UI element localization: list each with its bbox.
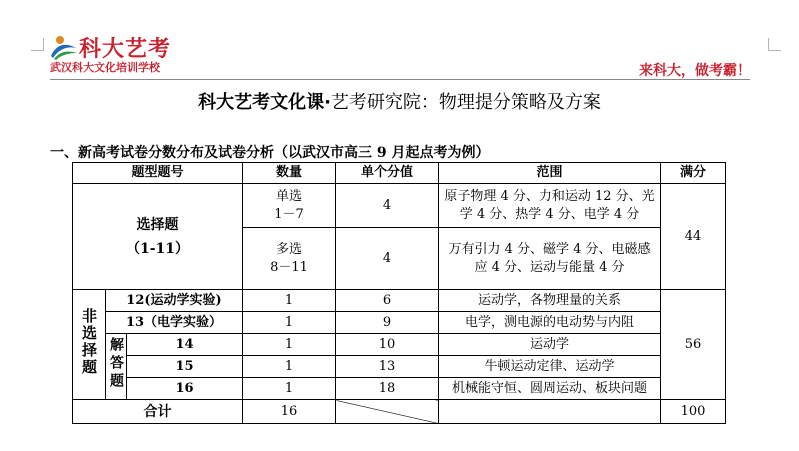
experiment-12-scope: 运动学，各物理量的关系 [439,290,661,312]
answer-16-value: 18 [336,378,439,400]
experiment-13-label: 13（电学实验） [106,312,243,334]
section-heading: 一、新高考试卷分数分布及试卷分析（以武汉市高三 9 月起点考为例） [50,145,490,161]
table-row [73,184,726,228]
choice-label: 选择题 [136,216,179,233]
table-row [73,334,726,356]
header-divider [50,79,750,80]
choice-single-count [243,184,336,228]
count-range: 8－11 [270,259,308,275]
answer-label-cell [106,334,127,400]
document-title [0,88,799,114]
answer-15-num: 15 [127,356,243,378]
header-type: 题型题号 [73,163,243,184]
title-separator: · [324,92,331,113]
total-full: 100 [661,400,726,424]
table-row [73,378,726,400]
choice-single-value: 4 [336,184,439,228]
experiment-12-label: 12(运动学实验) [106,290,243,312]
total-value-diagonal [336,400,439,424]
header-count: 数量 [243,163,336,184]
answer-14-scope: 运动学 [439,334,661,356]
crop-mark-top-right [768,38,781,51]
nonchoice-label: 非选择题 [80,307,98,376]
score-distribution-table [72,162,726,424]
title-brand: 科大艺考文化课 [198,92,325,113]
answer-16-count: 1 [243,378,336,400]
choice-total: 44 [661,184,726,290]
crop-mark-top-left [31,38,44,51]
header-full: 满分 [661,163,726,184]
choice-multi-count [243,228,336,290]
logo-swoosh-icon [50,34,78,60]
count-type: 单选 [276,188,303,204]
experiment-12-value: 6 [336,290,439,312]
table-total-row [73,400,726,424]
answer-14-count: 1 [243,334,336,356]
experiment-13-count: 1 [243,312,336,334]
answer-15-count: 1 [243,356,336,378]
header-value: 单个分值 [336,163,439,184]
experiment-13-scope: 电学，测电源的电动势与内阻 [439,312,661,334]
logo-title: 科大艺考 [79,37,172,62]
answer-16-num: 16 [127,378,243,400]
answer-15-scope: 牛顿运动定律、运动学 [439,356,661,378]
answer-label: 解答题 [108,336,124,391]
answer-14-value: 10 [336,334,439,356]
nonchoice-label-cell [73,290,106,400]
experiment-13-value: 9 [336,312,439,334]
choice-multi-value: 4 [336,228,439,290]
choice-label-cell [73,184,243,290]
logo-subtitle: 武汉科大文化培训学校 [50,61,160,74]
table-row [73,356,726,378]
choice-multi-scope: 万有引力 4 分、磁学 4 分、电磁感应 4 分、运动与能量 4 分 [439,228,661,290]
nonchoice-total: 56 [661,290,726,400]
title-rest: 艺考研究院：物理提分策略及方案 [330,92,601,113]
answer-15-value: 13 [336,356,439,378]
experiment-12-count: 1 [243,290,336,312]
table-header-row [73,163,726,184]
total-count: 16 [243,400,336,424]
choice-range: （1-11） [125,240,190,257]
count-type: 多选 [276,241,303,257]
count-range: 1－7 [274,206,304,222]
choice-single-scope: 原子物理 4 分、力和运动 12 分、光学 4 分、热学 4 分、电学 4 分 [439,184,661,228]
table-row [73,312,726,334]
total-label: 合计 [73,400,243,424]
total-scope-empty [439,400,661,424]
answer-16-scope: 机械能守恒、圆周运动、板块问题 [439,378,661,400]
table-row [73,290,726,312]
header-scope: 范围 [439,163,661,184]
header-slogan: 来科大，做考霸！ [639,63,751,79]
answer-14-num: 14 [127,334,243,356]
